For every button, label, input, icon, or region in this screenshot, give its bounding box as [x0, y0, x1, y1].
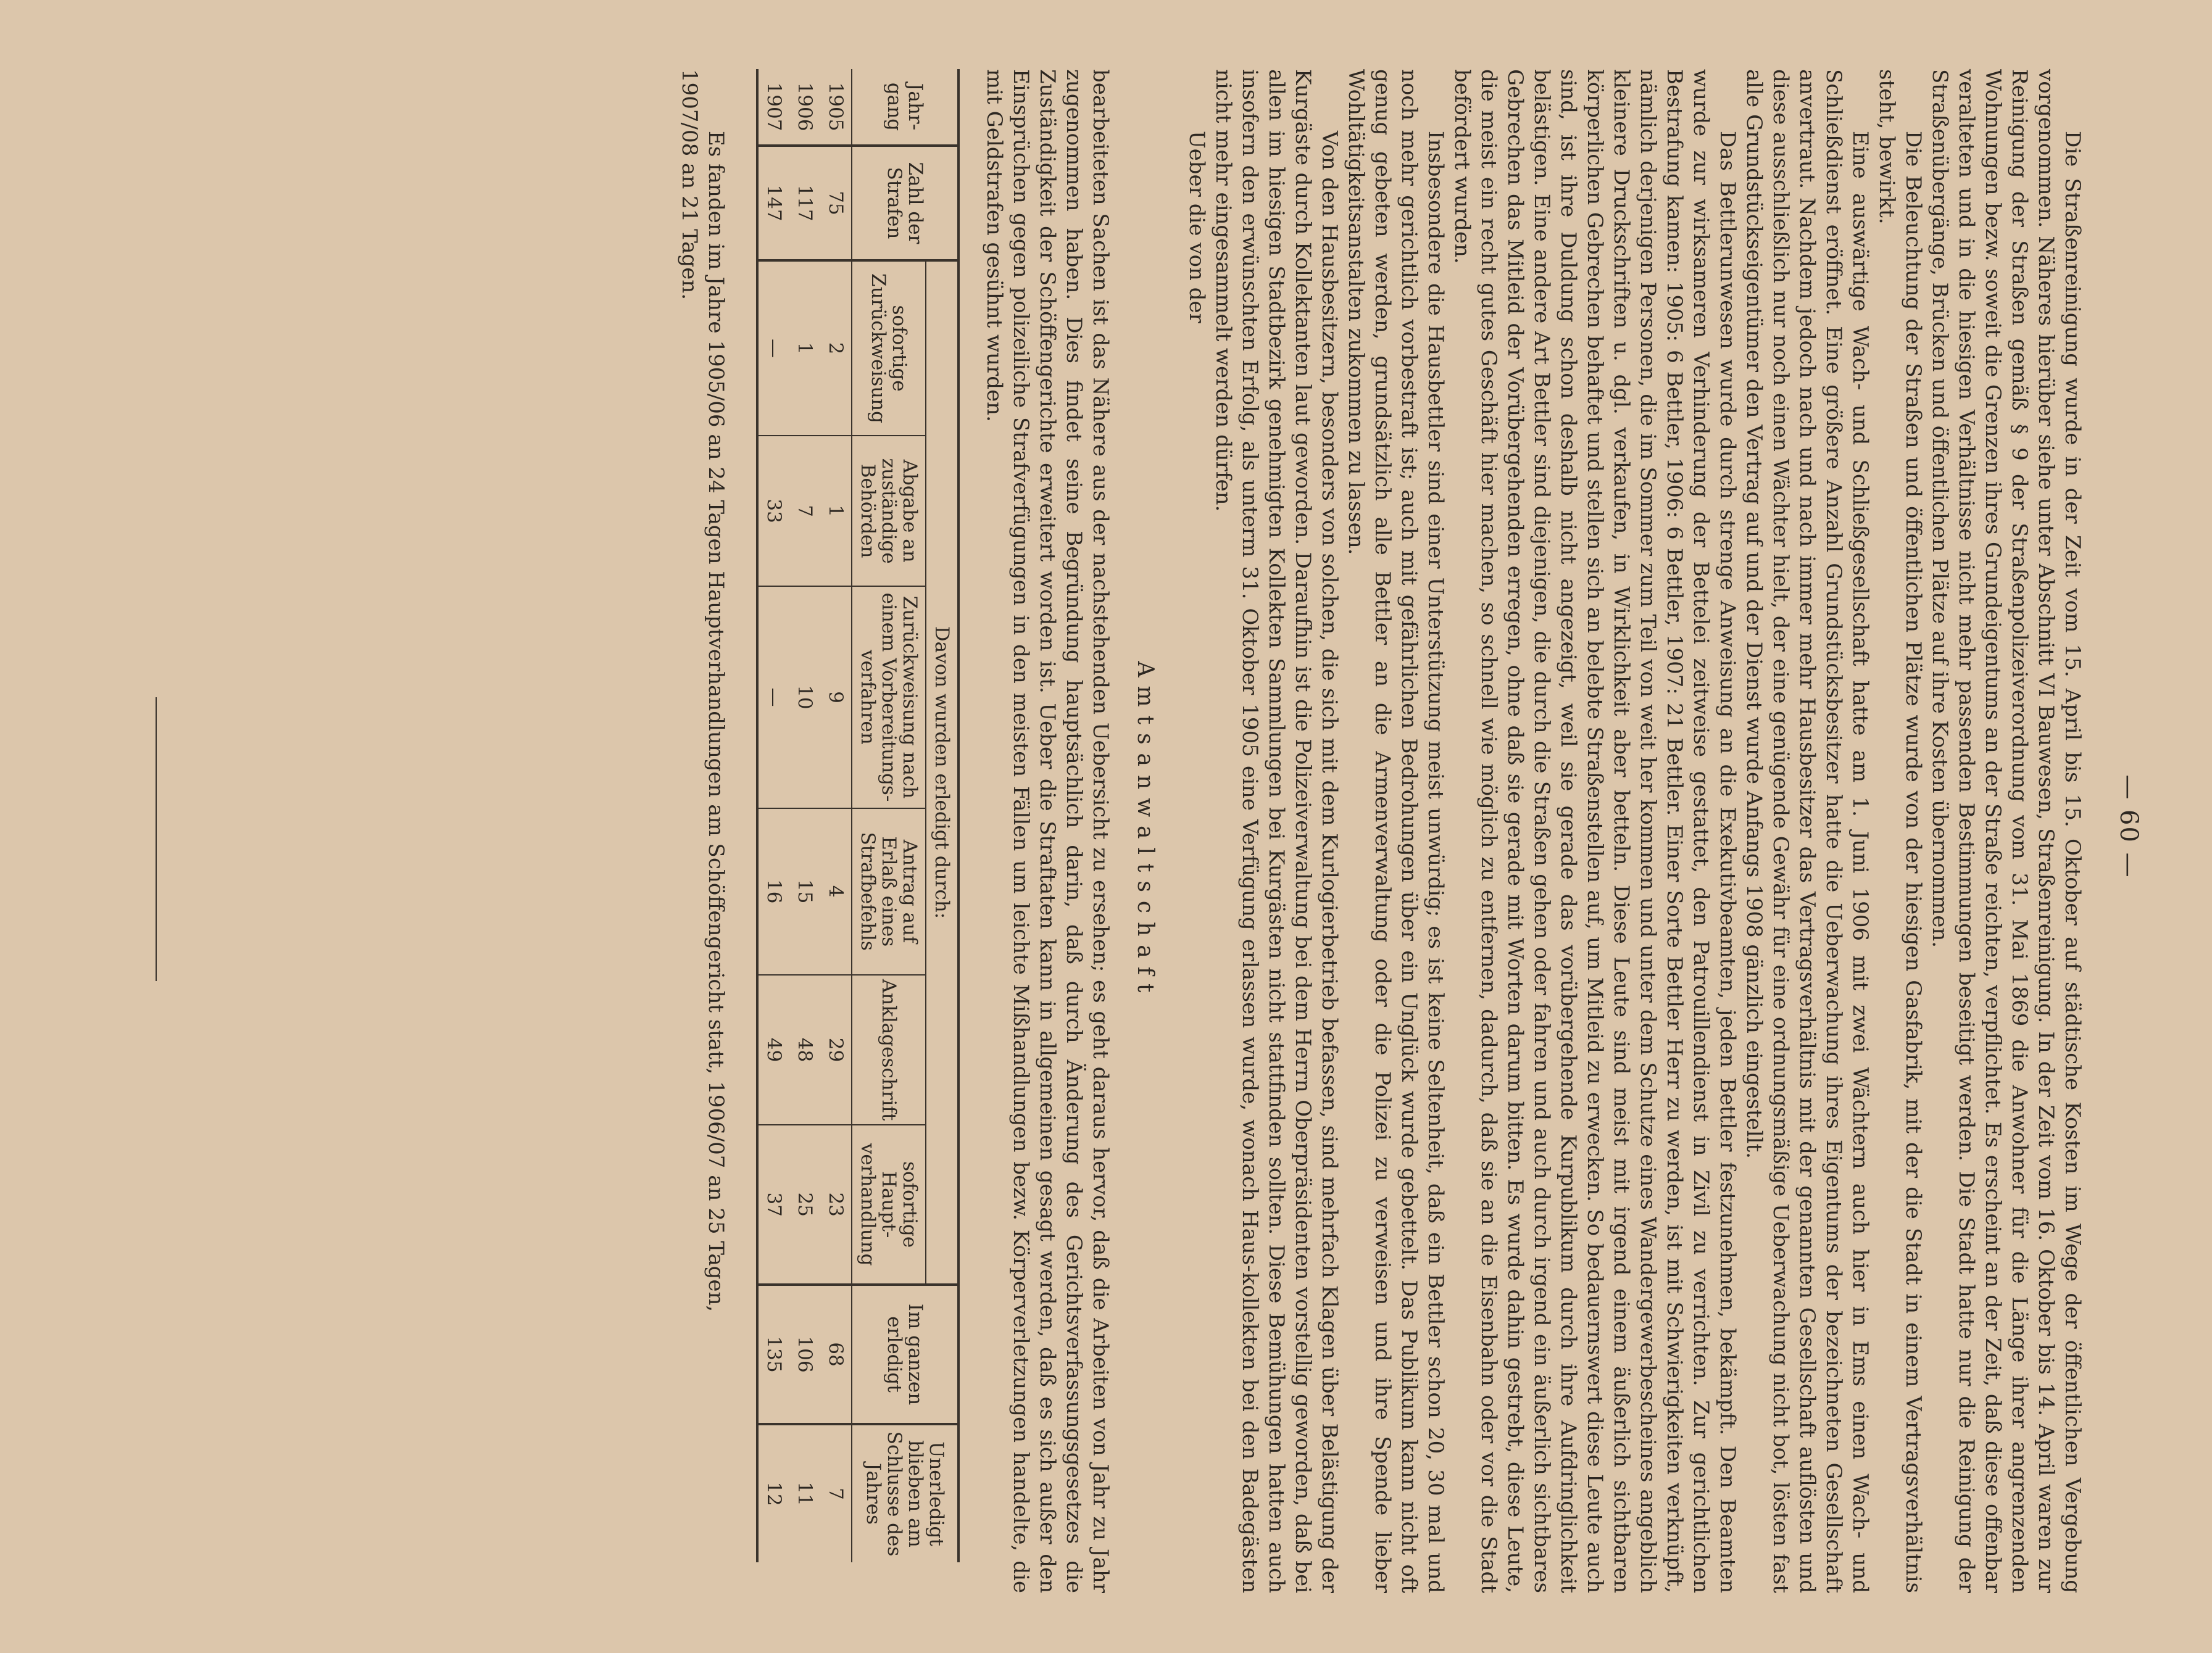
cell-rejection-after-preliminary: —	[757, 586, 789, 808]
table-row	[820, 69, 852, 1562]
cell-main-hearing: 23	[820, 1125, 852, 1285]
header-handover: Abgabe an zuständige Behörden	[852, 436, 926, 586]
cell-unsettled: 11	[789, 1424, 820, 1562]
cell-main-hearing: 25	[789, 1125, 820, 1285]
paragraph-watch-company: Eine auswärtige Wach- und Schließgesellschaft hatte am 1. Juni 1906 mit zwei Wächtern auch hier in Ems einen Wach- und Schließdienst eröffnet. Eine größere Anzahl Grundstücksbesitzer hatte die Ueberwachung ihres Eigentums der bezeichneten Gesellschaft anvertraut. Nachdem jedoch nach und nach immer mehr Hausbesitzer das Vertragsverhältnis mit der genannten Gesellschaft auflösten und diese ausschließlich nur noch einen Wächter hielt, der eine genügende Gewähr für eine ordnungsmäßige Ueberwachung nicht bot, lösten fast alle Grundstückseigentümer den Vertrag auf und der Dienst wurde Anfangs 1908 gänzlich eingestellt.	[1742, 69, 1873, 1593]
cell-handover: 1	[820, 436, 852, 586]
cell-total: 106	[789, 1285, 820, 1424]
cell-count: 75	[820, 146, 852, 260]
table-row	[757, 69, 789, 1562]
cell-total: 135	[757, 1285, 789, 1424]
cell-indictment: 49	[757, 975, 789, 1125]
cell-handover: 7	[789, 436, 820, 586]
header-unsettled: Unerledigt blieben am Schlusse des Jahres	[852, 1424, 958, 1562]
cell-rejection-after-preliminary: 9	[820, 586, 852, 808]
header-rejection-after-preliminary: Zurückweisung nach einem Vorbereitungs-verfahren	[852, 586, 926, 808]
statistics-table	[756, 69, 960, 1562]
header-total: Im ganzen erledigt	[852, 1285, 958, 1424]
header-group: Davon wurden erledigt durch:	[926, 260, 958, 1285]
cell-indictment: 48	[789, 975, 820, 1125]
cell-immediate-rejection: 1	[789, 260, 820, 436]
cell-total: 68	[820, 1285, 852, 1424]
cell-main-hearing: 37	[757, 1125, 789, 1285]
cell-year: 1907	[757, 69, 789, 146]
cell-unsettled: 12	[757, 1424, 789, 1562]
cell-year: 1905	[825, 82, 847, 131]
cell-penalty-order: 15	[789, 808, 820, 975]
cell-indictment: 29	[820, 975, 852, 1125]
page-body	[676, 69, 2085, 1593]
paragraph-hearings-continued: 1907/08 an 21 Tagen.	[677, 69, 702, 300]
cell-unsettled: 7	[820, 1424, 852, 1562]
header-immediate-rejection: sofortige Zurückweisung	[852, 260, 926, 436]
header-year: Jahr-gang	[852, 69, 958, 146]
cell-count: 117	[789, 146, 820, 260]
cell-immediate-rejection: 2	[820, 260, 852, 436]
paragraph-lead-in: Ueber die von der	[1184, 131, 1209, 323]
cell-penalty-order: 4	[820, 808, 852, 975]
cell-year: 1906	[794, 82, 816, 131]
paragraph-collectors: Von den Hausbesitzern, besonders von solchen, die sich mit dem Kurlogierbetrieb befassen, sind mehrfach Klagen über Belästigung der Kurgäste durch Kollektanten laut geworden. Daraufhin ist die Polizeiverwaltung bei dem Herrn Oberpräsidenten vorstellig geworden, daß bei allen im hiesigen Stadtbezirk genehmigten Kollekten Sammlungen bei Kurgästen nicht stattfinden sollten. Diese Bemühungen hatten auch insofern den erwünschten Erfolg, als unterm 31. Oktober 1905 eine Verfügung erlassen wurde, wonach Haus-kollekten bei den Badegästen nicht mehr eingesammelt werden dürfen.	[1211, 69, 1342, 1593]
paragraph-hearings: Es fanden im Jahre 1905/06 an 24 Tagen Hauptverhandlungen am Schöffengericht statt, 1906/07 an 25 Tagen,	[704, 131, 728, 1312]
cell-penalty-order: 16	[757, 808, 789, 975]
paragraph-beggars: Das Bettlerunwesen wurde durch strenge Anweisung an die Exekutivbeamten, jeden Bettler festzunehmen, bekämpft. Den Beamten wurde zur wirksameren Verhinderung der Bettelei zeitweise gestattet, den Patrouillendienst in Zivil zu verrichten. Zur gerichtlichen Bestrafung kamen: 1905: 6 Bettler, 1906: 6 Bettler, 1907: 21 Bettler. Einer Sorte Bettler Herr zu werden, ist mit Schwierigkeiten verknüpft, nämlich derjenigen Personen, die im Sommer zum Teil von weit her kommen und unter dem Schutze eines Wandergewerbescheines angeblich kleinere Druckschriften u. dgl. verkaufen, in Wirklichkeit aber betteln. Diese Leute sind meist mit irgend einem äußerlich sichtbaren körperlichen Gebrechen behaftet und stellen sich an belebte Straßenstellen auf, um Mitleid zu erwecken. So bedauernswert diese Leute auch sind, ist ihre Duldung schon deshalb nicht angezeigt, weil sie gerade das vorübergehende Kurpublikum durch ihre Aufdringlichkeit belästigen. Eine andere Art Bettler sind diejenigen, die durch die Straßen gehen oder fahren und auch durch irgend ein äußerlich sichtbares Gebrechen das Mitleid der Vorübergehenden erregen, ohne daß sie gerade mit Worten darum bitten. Es wurde dahin gestrebt, diese Leute, die meist ein recht gutes Geschäft hier machen, so schnell wie möglich zu entfernen, dadurch, daß sie an die Eisenbahn oder vor die Stadt befördert wurden.	[1450, 69, 1740, 1593]
header-indictment: Anklageschrift	[852, 975, 926, 1125]
header-count: Zahl der Strafen	[852, 146, 958, 260]
cell-immediate-rejection: —	[757, 260, 789, 436]
cell-rejection-after-preliminary: 10	[789, 586, 820, 808]
paragraph-house-beggars: Insbesondere die Hausbettler sind einer Unterstützung meist unwürdig; es ist keine Seltenheit, daß ein Bettler schon 20, 30 mal und noch mehr gerichtlich vorbestraft ist; auch mit gefährlichen Bedrohungen über ein Unglück wurde gebettelt. Das Publikum kann nicht oft genug gebeten werden, grundsätzlich alle Bettler an die Armenverwaltung oder die Polizei zu verweisen und ihre Spende lieber Wohltätigkeitsanstalten zukommen zu lassen.	[1344, 69, 1448, 1593]
section-heading: Amtsanwaltschaft	[1133, 661, 1158, 1001]
cell-handover: 33	[757, 436, 789, 586]
cell-count: 147	[757, 146, 789, 260]
header-main-hearing: sofortige Haupt-verhandlung	[852, 1125, 926, 1285]
page-number: — 60 —	[2114, 774, 2143, 879]
table-row	[789, 69, 820, 1562]
header-penalty-order: Antrag auf Erlaß eines Strafbefehls	[852, 808, 926, 975]
paragraph-street-cleaning: Die Straßenreinigung wurde in der Zeit vom 15. April bis 15. Oktober auf städtische Kosten im Wege der öffentlichen Vergebung vorgenommen. Näheres hierüber siehe unter Abschnitt VI Bauwesen, Straßenreinigung. In der Zeit vom 16. Oktober bis 14. April waren zur Reinigung der Straßen gemäß § 9 der Straßenpolizeiverordnung vom 31. Mai 1869 die Anwohner für die Länge ihrer angrenzenden Wohnungen bezw. soweit die Grenzen ihres Grundeigentums an der Straße reichten, verpflichtet. Es erscheint an der Zeit, daß diese offenbar veralteten und in die hiesigen Verhältnisse nicht mehr passenden Bestimmungen beseitigt werden. Die Stadt hatte nur die Reinigung der Straßenübergänge, Brücken und öffentlichen Plätze auf ihre Kosten übernommen.	[1927, 69, 2085, 1593]
closing-rule	[156, 697, 157, 981]
paragraph-intro: bearbeiteten Sachen ist das Nähere aus der nachstehenden Uebersicht zu ersehen; es geht daraus hervor, daß die Arbeiten von Jahr zu Jahr zugenommen haben. Dies findet seine Begründung hauptsächlich darin, daß durch Änderung des Gerichtsverfassungsgesetzes die Zuständigkeit der Schöffengerichte erweitert worden ist. Ueber die Straftaten kann in allgemeinen gesagt werden, daß es sich außer den Einsprüchen gegen polizeiliche Strafverfügungen in den meisten Fällen um leichte Mißhandlungen bezw. Körperverletzungen handelte, die mit Geldstrafen gesühnt wurden.	[982, 69, 1113, 1593]
paragraph-lighting: Die Beleuchtung der Straßen und öffentlichen Plätze wurde von der hiesigen Gasfabrik, mit der die Stadt in einem Vertragsverhältnis steht, bewirkt.	[1874, 69, 1926, 1593]
